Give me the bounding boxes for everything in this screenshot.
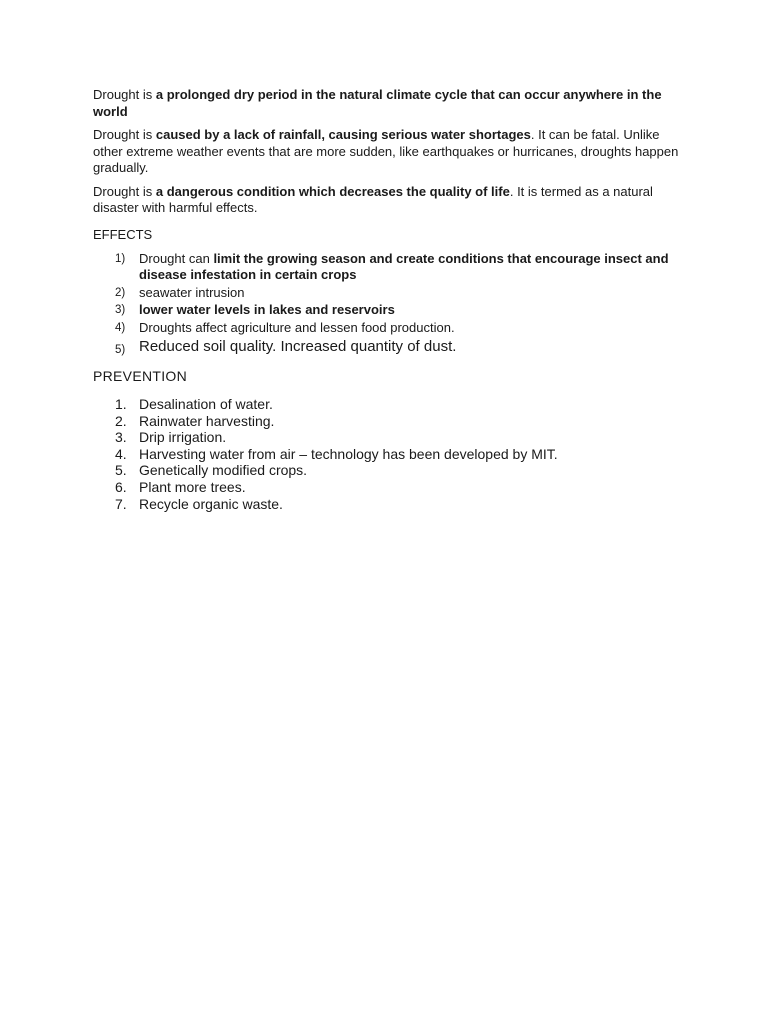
list-number: 7. (115, 495, 127, 512)
list-number: 5. (115, 462, 127, 479)
list-item-text: Drought can (139, 250, 214, 266)
paragraph-tail: . It can be fatal. Unlike other extreme weather events that are more sudden, like earthquakes or hurricanes, droughts happen gradually. (93, 127, 679, 175)
list-item-text: seawater intrusion (139, 284, 245, 300)
list-item (93, 285, 683, 302)
list-item-text: Droughts affect agriculture and lessen food production. (139, 319, 455, 335)
list-item-text: Desalination of water. (139, 396, 273, 412)
list-item-text: Harvesting water from air – technology has been developed by MIT. (139, 445, 558, 462)
paragraph-bold: a prolonged dry period in the natural climate cycle that can occur anywhere in the world (93, 87, 662, 119)
paragraph-bold: a dangerous condition which decreases the quality of life (155, 183, 510, 199)
effects-heading: EFFECTS (93, 226, 153, 242)
paragraph-definition (93, 87, 683, 120)
list-item-text: Drip irrigation. (139, 429, 227, 446)
list-number: 2. (115, 412, 127, 429)
paragraph-lead: Drought is (93, 87, 156, 102)
prevention-heading: PREVENTION (93, 368, 188, 384)
list-item (93, 302, 683, 319)
list-number: 3) (115, 304, 126, 316)
list-item (93, 446, 683, 463)
list-number: 1) (115, 252, 126, 265)
list-item (93, 337, 683, 357)
list-item-text: Reduced soil quality. Increased quantity of dust. (139, 338, 457, 355)
list-item (93, 479, 683, 496)
prevention-list (93, 396, 683, 512)
list-number: 6. (115, 478, 127, 495)
list-number: 2) (115, 286, 126, 299)
list-number: 3. (115, 429, 127, 446)
paragraph-tail: . It is termed as a natural disaster with harmful effects. (93, 183, 653, 215)
document-page (93, 87, 683, 512)
list-item (93, 396, 683, 413)
list-item (93, 251, 683, 284)
list-item (93, 320, 683, 337)
list-number: 4. (115, 445, 127, 462)
list-item (93, 462, 683, 479)
paragraph-lead: Drought is (93, 183, 156, 199)
list-item-text: Genetically modified crops. (139, 462, 308, 479)
list-item-text: Rainwater harvesting. (139, 412, 275, 429)
list-item-text: Plant more trees. (139, 478, 246, 495)
list-item (93, 429, 683, 446)
list-number: 1. (115, 396, 127, 412)
paragraph-cause (93, 127, 683, 177)
list-number: 4) (115, 321, 126, 334)
list-item-text: Recycle organic waste. (139, 495, 283, 512)
list-number: 5) (115, 344, 126, 356)
list-item-bold: limit the growing season and create conditions that encourage insect and disease infestation in certain crops (139, 250, 669, 282)
paragraph-bold: caused by a lack of rainfall, causing serious water shortages (155, 127, 531, 142)
list-item (93, 496, 683, 513)
paragraph-danger (93, 184, 683, 217)
effects-list (93, 251, 683, 358)
paragraph-lead: Drought is (93, 127, 156, 142)
list-item (93, 413, 683, 430)
list-item-bold: lower water levels in lakes and reservoirs (139, 302, 395, 317)
